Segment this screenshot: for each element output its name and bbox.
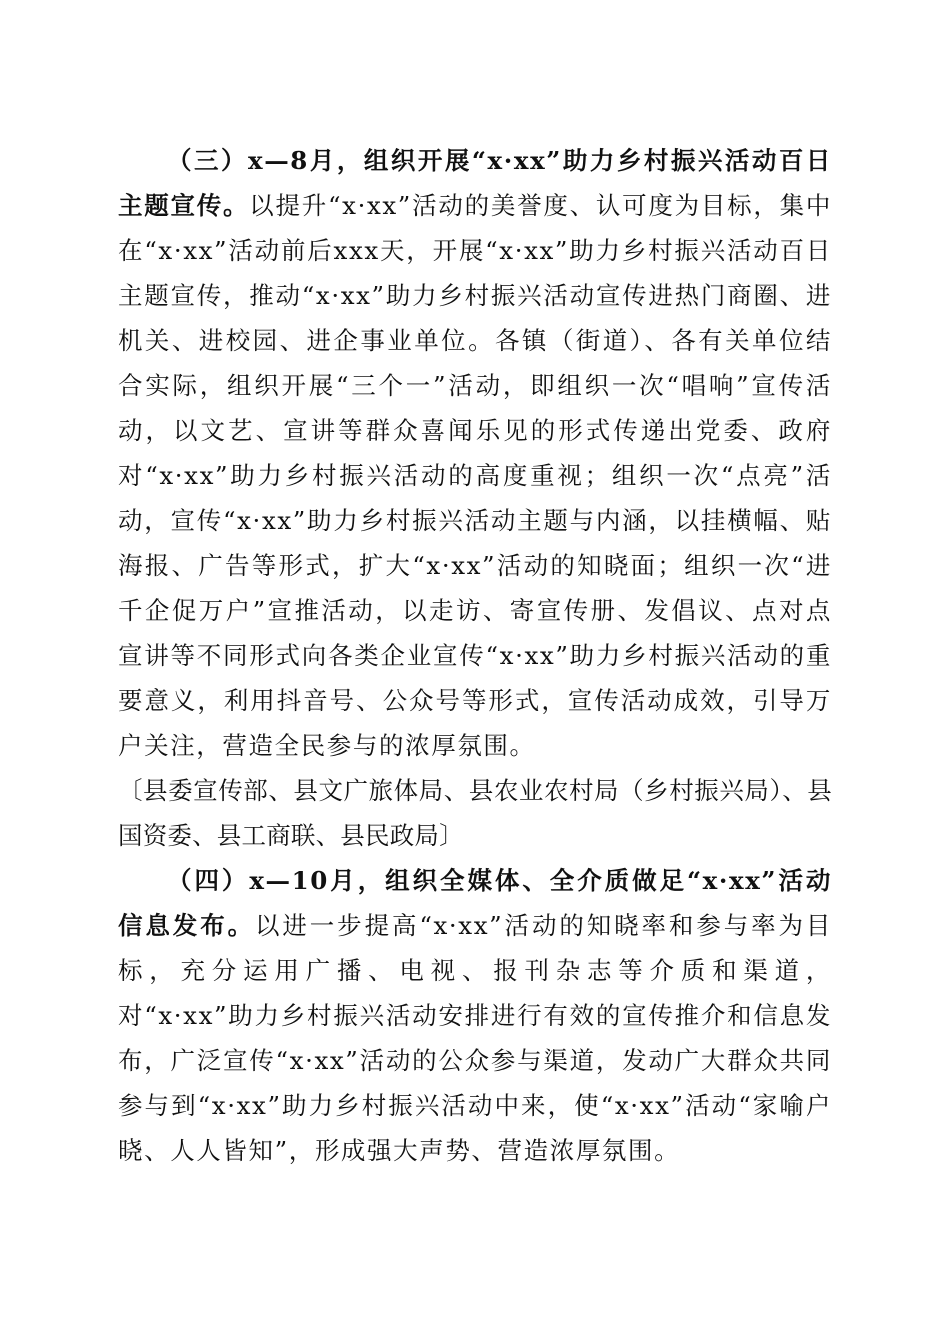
document-body	[118, 138, 832, 1173]
section-4-heading: （四）x—10月，组织全媒体、全介质做足“x·xx”活动信息发布。	[118, 866, 832, 940]
section-4-paragraph	[118, 858, 832, 1173]
section-3-paragraph	[118, 138, 832, 768]
section-3-responsible-agencies: 〔县委宣传部、县文广旅体局、县农业农村局（乡村振兴局）、县国资委、县工商联、县民政局〕	[118, 776, 832, 850]
section-3-body: 以提升“x·xx”活动的美誉度、认可度为目标，集中在“x·xx”活动前后xxx天，开展“x·xx”助力乡村振兴活动百日主题宣传，推动“x·xx”助力乡村振兴活动宣传进热门商圈、进机关、进校园、进企事业单位。各镇（街道）、各有关单位结合实际，组织开展“三个一”活动，即组织一次“唱响”宣传活动，以文艺、宣讲等群众喜闻乐见的形式传递出党委、政府对“x·xx”助力乡村振兴活动的高度重视；组织一次“点亮”活动，宣传“x·xx”助力乡村振兴活动主题与内涵，以挂横幅、贴海报、广告等形式，扩大“x·xx”活动的知晓面；组织一次“进千企促万户”宣推活动，以走访、寄宣传册、发倡议、点对点宣讲等不同形式向各类企业宣传“x·xx”助力乡村振兴活动的重要意义，利用抖音号、公众号等形式，宣传活动成效，引导万户关注，营造全民参与的浓厚氛围。	[118, 191, 833, 760]
section-4-body: 以进一步提高“x·xx”活动的知晓率和参与率为目标，充分运用广播、电视、报刊杂志等介质和渠道，对“x·xx”助力乡村振兴活动安排进行有效的宣传推介和信息发布，广泛宣传“x·xx”活动的公众参与渠道，发动广大群众共同参与到“x·xx”助力乡村振兴活动中来，使“x·xx”活动“家喻户晓、人人皆知”，形成强大声势、营造浓厚氛围。	[118, 911, 833, 1165]
section-3-heading: （三）x—8月，组织开展“x·xx”助力乡村振兴活动百日主题宣传。	[118, 146, 832, 220]
